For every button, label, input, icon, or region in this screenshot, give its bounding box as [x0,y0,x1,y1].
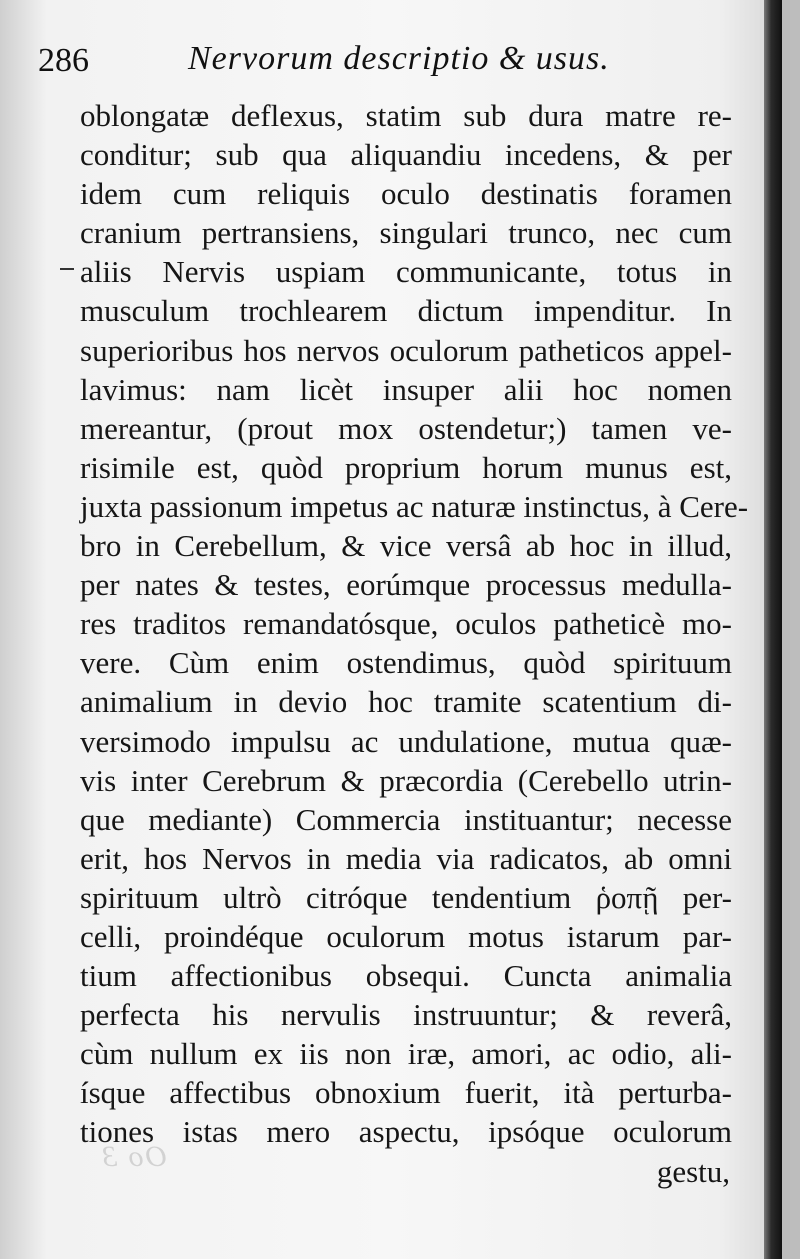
body-text [80,96,749,1191]
running-title: Nervorum descriptio & usus. [188,40,610,77]
text-line: musculum trochlearem dictum impenditur. In [80,293,732,329]
text-line: animalium in devio hoc tramite scatentium di- [80,684,732,720]
page-number: 286 [38,42,89,79]
text-line: conditur; sub qua aliquandiu incedens, & per [80,137,732,173]
text-line: bro in Cerebellum, & vice versâ ab hoc in illud, [80,528,732,564]
text-line: tiones istas mero aspectu, ipsóque oculorum [80,1114,732,1150]
text-line: spirituum ultrò citróque tendentium ῥοπῇ per- [80,879,732,915]
text-line: ísque affectibus obnoxium fuerit, ità perturba- [80,1075,732,1111]
page-edge-shadow [764,0,782,1259]
margin-mark [60,268,74,270]
text-line: cùm nullum ex iis non iræ, amori, ac odio, ali- [80,1036,732,1072]
text-line: res traditos remandatósque, oculos patheticè mo- [80,606,732,642]
text-line: versimodo impulsu ac undulatione, mutua quæ- [80,723,732,759]
text-line: celli, proindéque oculorum motus istarum par- [80,918,732,954]
bleed-through-text: Oo 3 [100,1140,168,1173]
text-line: erit, hos Nervos in media via radicatos, ab omni [80,840,732,876]
text-line: vere. Cùm enim ostendimus, quòd spirituum [80,645,732,681]
text-line: tium affectionibus obsequi. Cuncta animalia [80,958,732,994]
text-line: superioribus hos nervos oculorum patheticos appel- [80,332,732,368]
text-line: juxta passionum impetus ac naturæ instinctus, à Cere- [80,488,749,524]
text-line: vis inter Cerebrum & præcordia (Cerebello utrin- [80,762,732,798]
text-line: que mediante) Commercia instituantur; necesse [80,801,732,837]
page-header [38,36,702,96]
text-line: cranium pertransiens, singulari trunco, nec cum [80,215,732,251]
catchword: gestu, [656,1153,730,1189]
text-line: aliis Nervis uspiam communicante, totus in [80,254,732,290]
text-line: per nates & testes, eorúmque processus medulla- [80,567,732,603]
text-line: idem cum reliquis oculo destinatis foramen [80,176,732,212]
text-line: lavimus: nam licèt insuper alii hoc nomen [80,371,732,407]
text-line: mereantur, (prout mox ostendetur;) tamen ve- [80,410,732,446]
text-line: oblongatæ deflexus, statim sub dura matre re- [80,98,732,133]
text-line: risimile est, quòd proprium horum munus est, [80,449,732,485]
text-line: perfecta his nervulis instruuntur; & reverâ, [80,997,732,1033]
